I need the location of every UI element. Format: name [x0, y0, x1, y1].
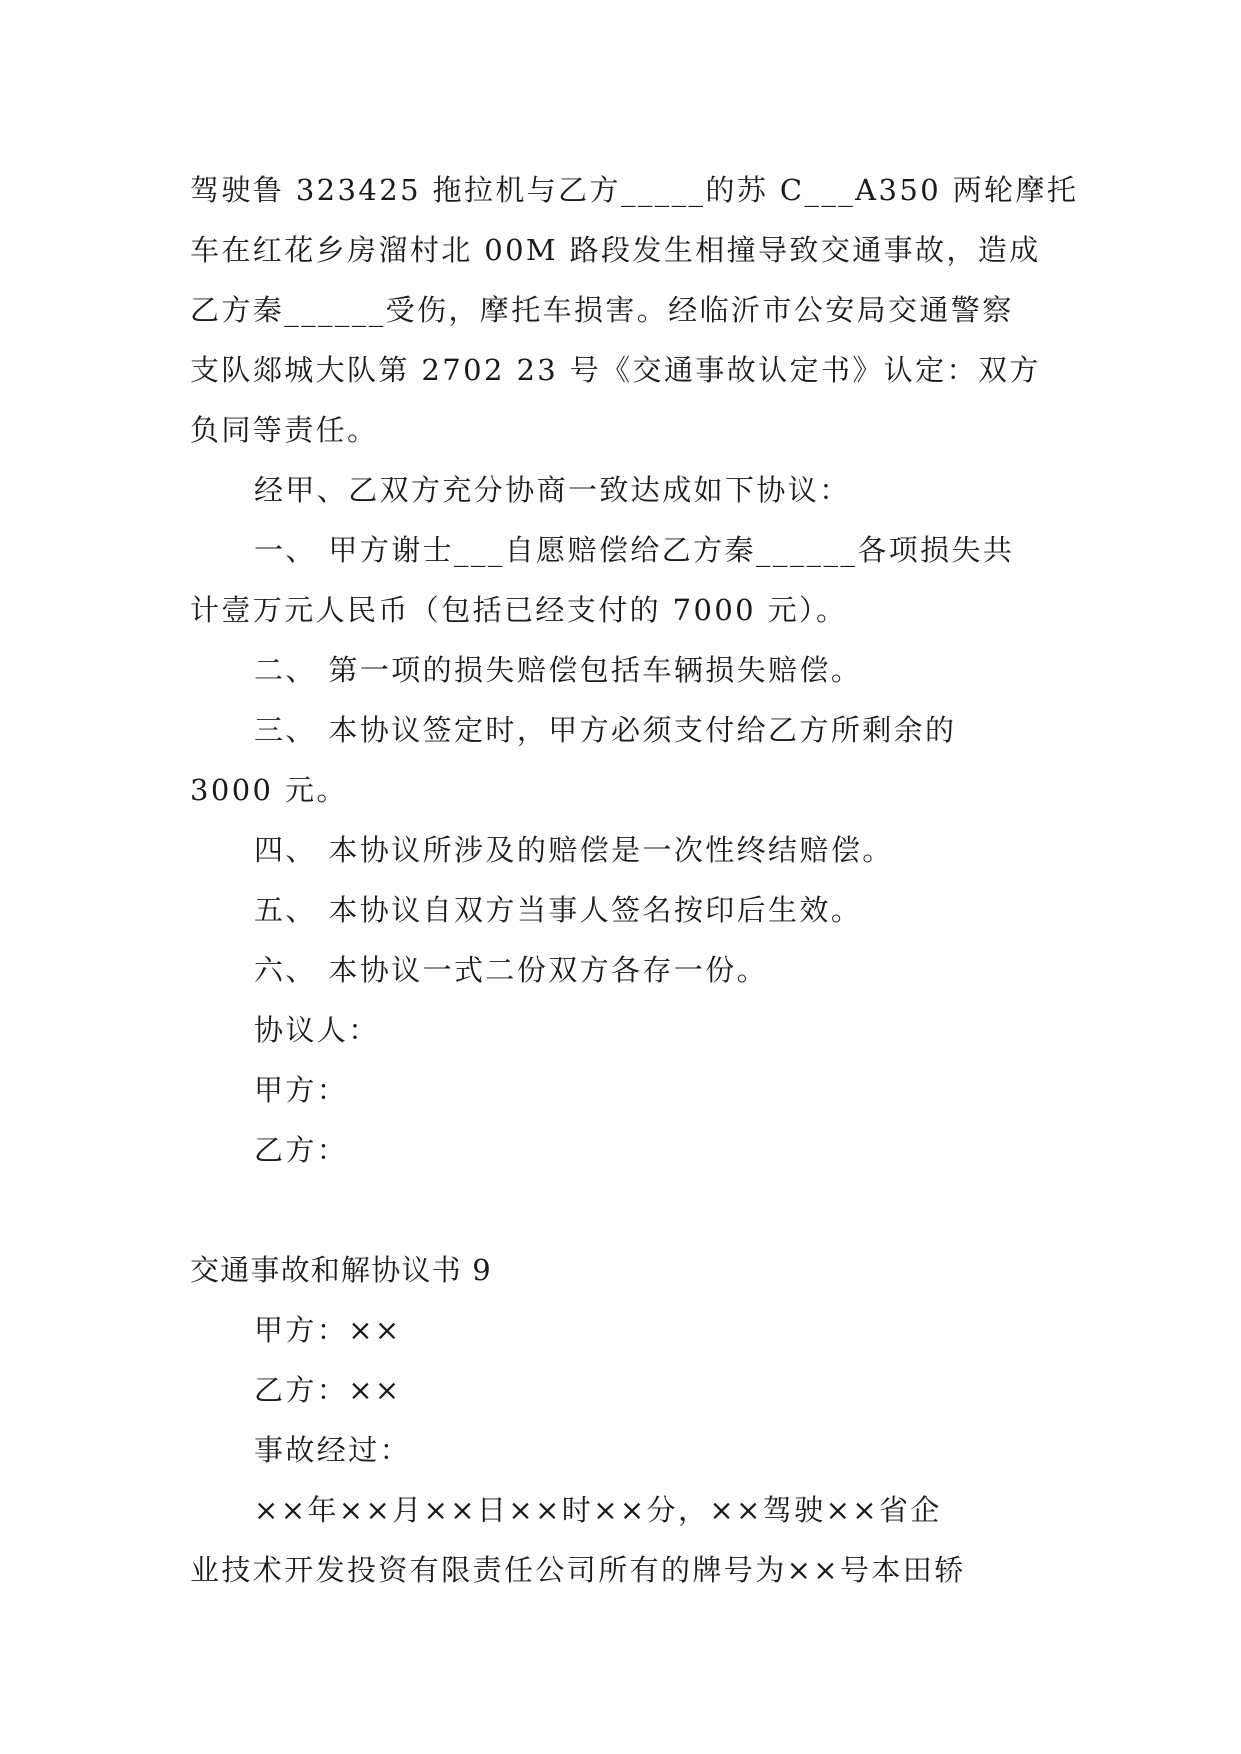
clause-4: 四、 本协议所涉及的赔偿是一次性终结赔偿。	[254, 833, 894, 867]
signers-label: 协议人：	[254, 1013, 380, 1047]
clause-1-line-2: 计壹万元人民币（包括已经支付的 7000 元）。	[190, 593, 848, 627]
clause-2: 二、 第一项的损失赔偿包括车辆损失赔偿。	[254, 653, 863, 687]
agreement-intro: 经甲、乙双方充分协商一致达成如下协议：	[254, 473, 851, 507]
party-a: 甲方：××	[254, 1313, 402, 1347]
party-b: 乙方：××	[254, 1373, 402, 1407]
paragraph-line-2: 车在红花乡房溜村北 00M 路段发生相撞导致交通事故，造成	[190, 233, 1041, 267]
party-b-signature-label: 乙方：	[254, 1133, 349, 1167]
party-a-signature-label: 甲方：	[254, 1073, 349, 1107]
accident-process-line-1: ××年××月××日××时××分，××驾驶××省企	[254, 1493, 942, 1527]
section-gap	[190, 1180, 1050, 1240]
paragraph-line-4: 支队郯城大队第 2702 23 号《交通事故认定书》认定：双方	[190, 353, 1041, 387]
clause-3-line-2: 3000 元。	[190, 773, 348, 807]
clause-1-line-1: 一、 甲方谢士___自愿赔偿给乙方秦______各项损失共	[254, 533, 1015, 567]
clause-5: 五、 本协议自双方当事人签名按印后生效。	[254, 893, 863, 927]
clause-6: 六、 本协议一式二份双方各存一份。	[254, 953, 769, 987]
accident-process-line-2: 业技术开发投资有限责任公司所有的牌号为××号本田轿	[190, 1553, 966, 1587]
section-title: 交通事故和解协议书 9	[190, 1253, 492, 1287]
accident-process-label: 事故经过：	[254, 1433, 412, 1467]
clause-3-line-1: 三、 本协议签定时，甲方必须支付给乙方所剩余的	[254, 713, 957, 747]
document-body	[190, 160, 1079, 1600]
paragraph-line-3: 乙方秦______受伤，摩托车损害。经临沂市公安局交通警察	[190, 293, 1014, 327]
paragraph-line-1: 驾驶鲁 323425 拖拉机与乙方_____的苏 C___A350 两轮摩托	[190, 173, 1079, 207]
paragraph-line-5: 负同等责任。	[190, 413, 379, 447]
